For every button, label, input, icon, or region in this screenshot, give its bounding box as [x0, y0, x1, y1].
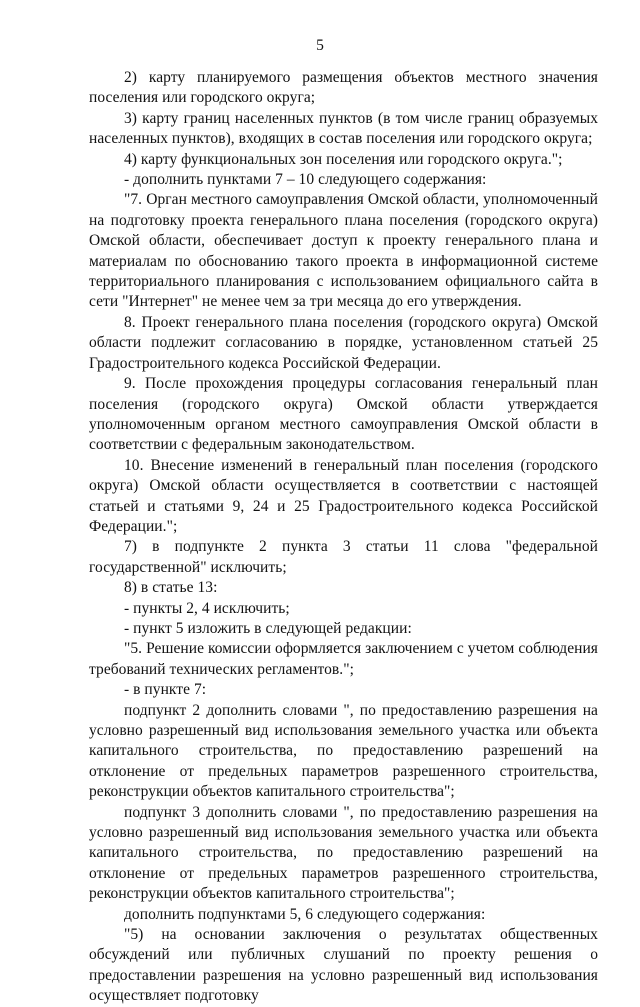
paragraph-add-points-7-10: - дополнить пунктами 7 – 10 следующего содержания: — [124, 171, 487, 189]
paragraph-point-8: 8. Проект генерального плана поселения (городского округа) Омской области подлежит согласованию в порядке, установленном статьей 25 Градостроительного кодекса Российской Федерации. — [89, 313, 598, 372]
paragraph-subpoint-3: подпункт 3 дополнить словами ", по предоставлению разрешения на условно разрешенный вид использования земельного участка или объекта капитального строительства, по предоставлению разрешений на отклонение от предельных параметров разрешенного строительства, реконструкции объектов капитального строительства"; — [89, 803, 598, 903]
document-body — [89, 68, 598, 1007]
paragraph-subitem-8: 8) в статье 13: — [124, 579, 218, 597]
paragraph-add-subpoints-5-6: дополнить подпунктами 5, 6 следующего содержания: — [124, 905, 486, 923]
paragraph-point-5-redaction: - пункт 5 изложить в следующей редакции: — [124, 619, 412, 637]
paragraph-subitem-7: 7) в подпункте 2 пункта 3 статьи 11 слова "федеральной государственной" исключить; — [89, 538, 598, 576]
paragraph-item-2: 2) карту планируемого размещения объектов местного значения поселения или городского округа; — [89, 69, 598, 107]
paragraph-subpoint-5: "5) на основании заключения о результатах общественных обсуждений или публичных слушаний по проекту решения о предоставлении разрешения на условно разрешенный вид использования осуществляет подготовку — [89, 926, 598, 1005]
paragraph-item-4: 4) карту функциональных зон поселения или городского округа."; — [124, 150, 563, 168]
paragraph-item-3: 3) карту границ населенных пунктов (в том числе границ образуемых населенных пунктов), входящих в состав поселения или городского округа; — [89, 109, 598, 148]
page-number: 5 — [316, 37, 324, 54]
paragraph-point-10: 10. Внесение изменений в генеральный план поселения (городского округа) Омской области осуществляется в соответствии с настоящей статьей и статьями 9, 24 и 25 Градостроительного кодекса Российской Федерации."; — [89, 456, 598, 535]
paragraph-point-5-text: "5. Решение комиссии оформляется заключением с учетом соблюдения требований технических регламентов."; — [89, 640, 598, 678]
paragraph-subpoint-2: подпункт 2 дополнить словами ", по предоставлению разрешения на условно разрешенный вид использования земельного участка или объекта капитального строительства, по предоставлению разрешений на отклонение от предельных параметров разрешенного строительства, реконструкции объектов капитального строительства"; — [89, 701, 598, 801]
paragraph-exclude-points: - пункты 2, 4 исключить; — [124, 599, 290, 617]
paragraph-point-7: "7. Орган местного самоуправления Омской области, уполномоченный на подготовку проекта генерального плана поселения (городского округа) Омской области, обеспечивает доступ к проекту генерального плана и материалам по обоснованию такого проекта в информационной системе территориального планирования с использованием официального сайта в сети "Интернет" не менее чем за три месяца до его утверждения. — [89, 191, 598, 311]
paragraph-point-9: 9. После прохождения процедуры согласования генеральный план поселения (городского округа) Омской области утверждается уполномоченным органом местного самоуправления Омской области в соответствии с федеральным законодательством. — [89, 375, 598, 454]
paragraph-in-point-7: - в пункте 7: — [124, 681, 207, 699]
